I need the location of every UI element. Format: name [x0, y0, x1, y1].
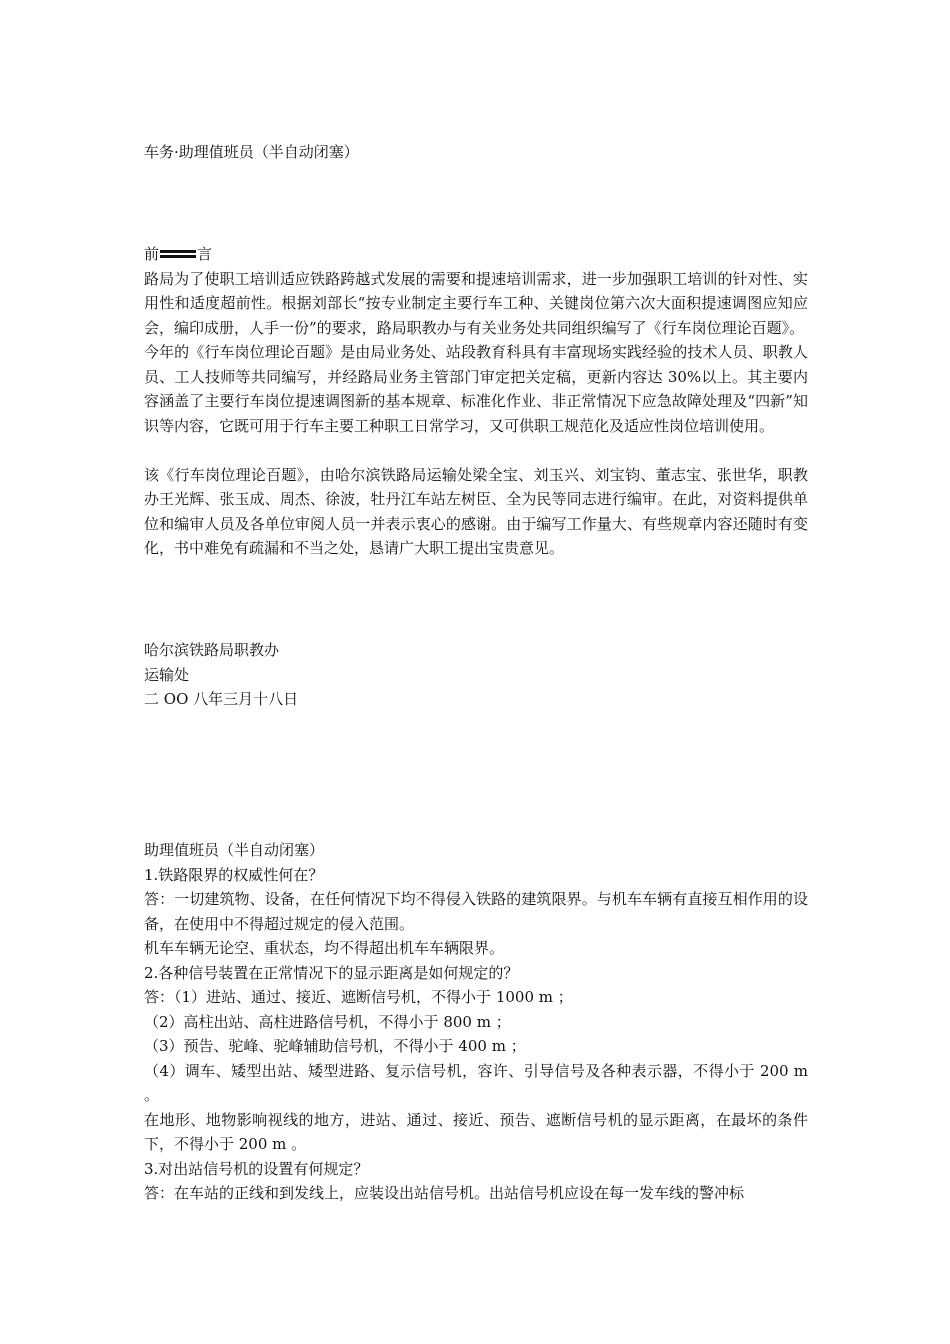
qa-line: （3）预告、驼峰、驼峰辅助信号机，不得小于 400 m ；	[144, 1037, 526, 1055]
signature-org-2: 运输处	[144, 665, 190, 684]
signature-date: 二 OO 八年三月十八日	[144, 690, 299, 708]
signature-block	[144, 638, 298, 712]
qa-line: 答：一切建筑物、设备，在任何情况下均不得侵入铁路的建筑限界。与机车车辆有直接互相作用的设备，在使用中不得超过规定的侵入范围。	[144, 890, 808, 933]
preface-paragraph-2: 今年的《行车岗位理论百题》是由局业务处、站段教育科具有丰富现场实践经验的技术人员、职教人员、工人技师等共同编写，并经路局业务主管部门审定把关定稿，更新内容达 30%以上。其主要内容涵盖了主要行车岗位提速调图新的基本规章、标准化作业、非正常情况下应急故障处理及“四新”知识等内容，它既可用于行车主要工种职工日常学习，又可供职工规范化及适应性岗位培训使用。	[144, 343, 808, 435]
qa-line: 答：在车站的正线和到发线上，应装设出站信号机。出站信号机应设在每一发车线的警冲标	[144, 1184, 745, 1202]
heading-separator-icon	[160, 248, 196, 260]
qa-line: 1.铁路限界的权威性何在？	[144, 865, 324, 884]
qa-section-title: 助理值班员（半自动闭塞）	[144, 841, 325, 859]
qa-line: 2.各种信号装置在正常情况下的显示距离是如何规定的？	[144, 963, 519, 982]
paragraph-gap	[144, 438, 808, 463]
qa-line: 答：（1）进站、通过、接近、遮断信号机，不得小于 1000 m ；	[144, 988, 573, 1006]
qa-line: 机车车辆无论空、重状态，均不得超出机车车辆限界。	[144, 939, 505, 957]
qa-line: 3.对出站信号机的设置有何规定？	[144, 1159, 369, 1178]
qa-line: （4）调车、矮型出站、矮型进路、复示信号机，容许、引导信号及各种表示器，不得小于 200 m 。	[144, 1061, 808, 1104]
preface-section	[144, 242, 808, 561]
document-title: 车务·助理值班员（半自动闭塞）	[144, 143, 359, 161]
signature-org-1: 哈尔滨铁路局职教办	[144, 641, 280, 659]
preface-heading-right: 言	[197, 245, 213, 263]
qa-line: 在地形、地物影响视线的地方，进站、通过、接近、预告、遮断信号机的显示距离，在最坏的条件下，不得小于 200 m 。	[144, 1110, 808, 1153]
preface-paragraph-3: 该《行车岗位理论百题》，由哈尔滨铁路局运输处梁全宝、刘玉兴、刘宝钧、董志宝、张世华，职教办王光辉、张玉成、周杰、徐波，牡丹江车站左树臣、全为民等同志进行编审。在此，对资料提供单位和编审人员及各单位审阅人员一并表示衷心的感谢。由于编写工作量大、有些规章内容还随时有变化，书中难免有疏漏和不当之处，恳请广大职工提出宝贵意见。	[144, 465, 808, 557]
preface-heading-left: 前	[144, 245, 160, 263]
preface-heading	[144, 242, 808, 267]
qa-section	[144, 838, 808, 1206]
qa-line: （2）高柱出站、高柱进路信号机，不得小于 800 m ；	[144, 1012, 511, 1031]
preface-paragraph-1: 路局为了使职工培训适应铁路跨越式发展的需要和提速培训需求，进一步加强职工培训的针对性、实用性和适度超前性。根据刘部长“按专业制定主要行车工种、关键岗位第六次大面积提速调图应知应会，编印成册，人手一份”的要求，路局职教办与有关业务处共同组织编写了《行车岗位理论百题》。	[144, 269, 808, 337]
